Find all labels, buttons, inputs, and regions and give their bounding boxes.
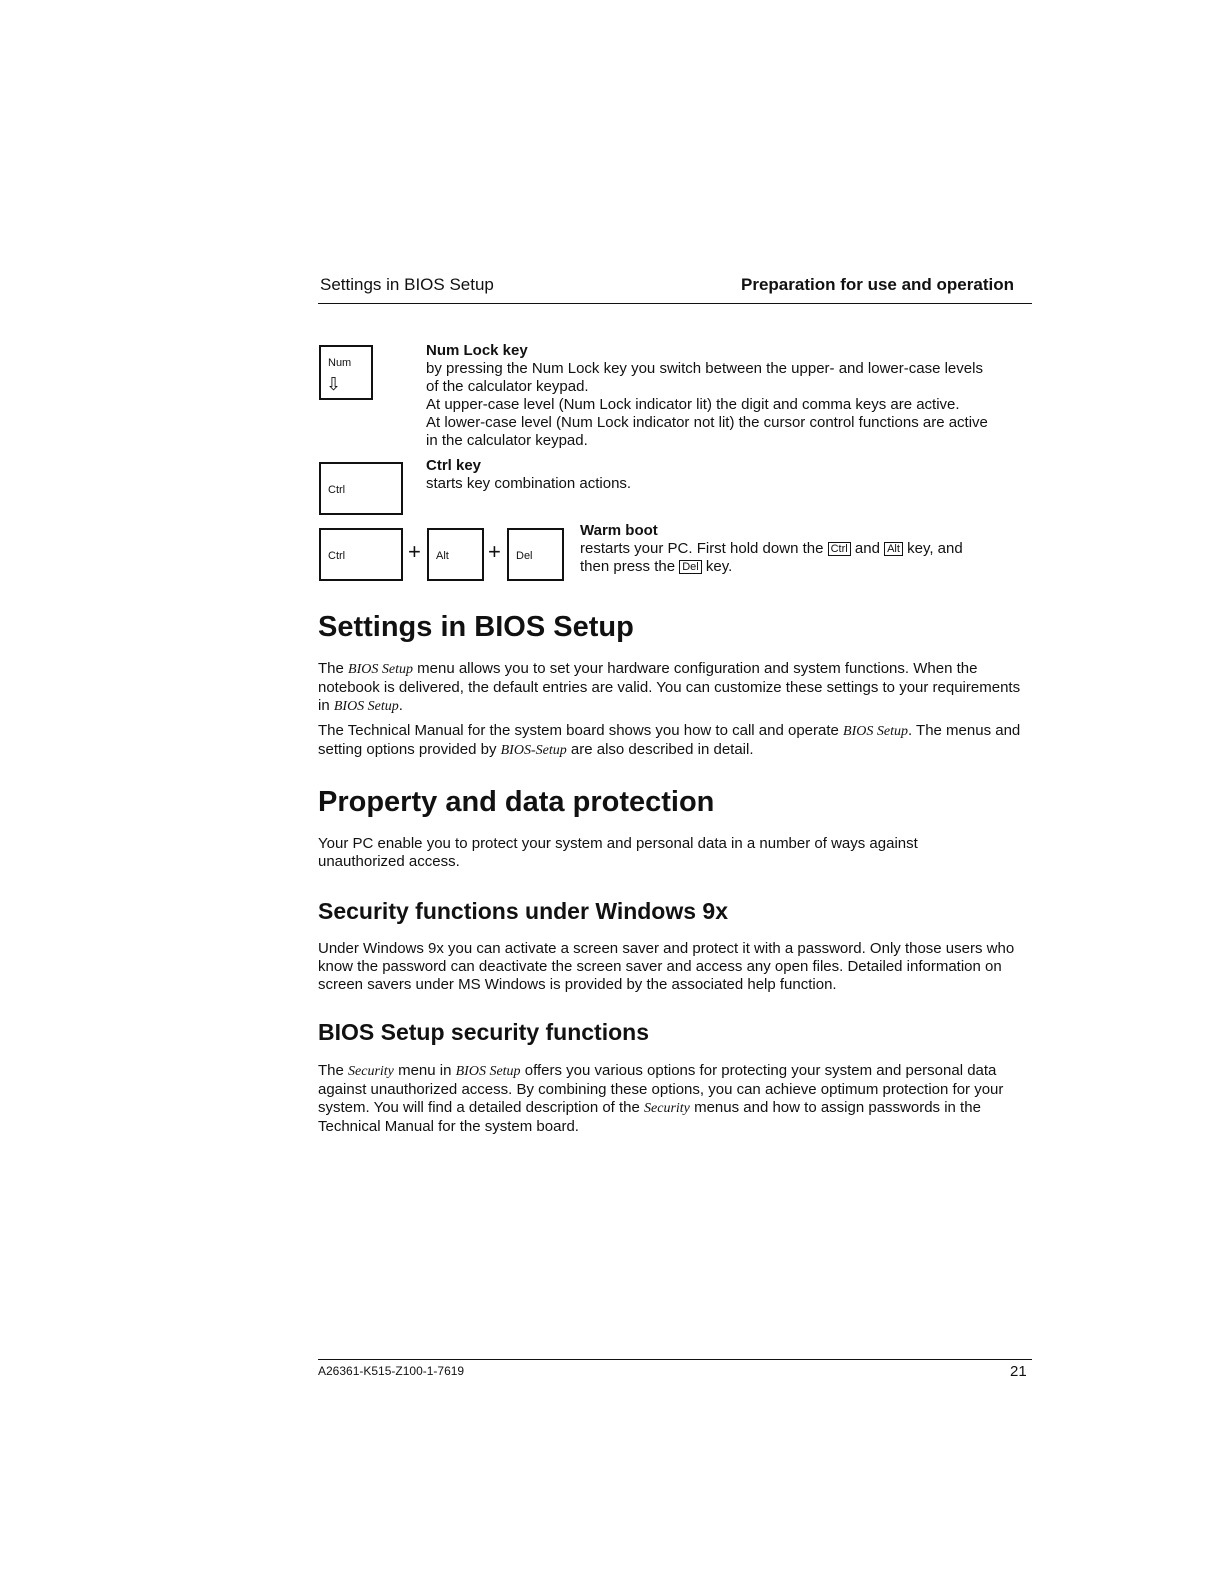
ctrl-key-graphic: [319, 462, 403, 515]
italic-term: BIOS-Setup: [500, 743, 567, 758]
text: are also described in detail.: [570, 741, 754, 758]
warmboot-text: key.: [705, 558, 733, 575]
numlock-line-5: in the calculator keypad.: [426, 432, 588, 449]
warmboot-title: Warm boot: [580, 522, 658, 539]
header-rule: [318, 303, 1032, 304]
warmboot-description: [580, 540, 1030, 576]
numlock-key-label: Num: [328, 357, 352, 369]
warmboot-alt-label: Alt: [436, 550, 449, 562]
running-header-section: Settings in BIOS Setup: [320, 275, 494, 294]
italic-term: BIOS Setup: [843, 724, 908, 739]
warmboot-text: restarts your PC. First hold down the: [580, 540, 824, 557]
text: menu in: [398, 1062, 452, 1079]
italic-term: BIOS Setup: [333, 699, 399, 714]
warmboot-del-key: [507, 528, 564, 581]
italic-term: Security: [348, 1064, 394, 1079]
numlock-line-4: At lower-case level (Num Lock indicator not lit) the cursor control functions are active: [426, 414, 988, 431]
plus-sign: +: [488, 539, 501, 564]
numlock-line-3: At upper-case level (Num Lock indicator lit) the digit and comma keys are active.: [426, 396, 960, 413]
windows-paragraph: Under Windows 9x you can activate a screen saver and protect it with a password. Only those users who know the password can deactivate the screen saver and access any open files. Detailed information on screen savers under MS Windows is provided by the associated help function.: [318, 940, 1015, 993]
warmboot-ctrl-label: Ctrl: [328, 550, 346, 562]
heading-security-windows: Security functions under Windows 9x: [318, 898, 729, 924]
footer-document-id: A26361-K515-Z100-1-7619: [318, 1364, 465, 1378]
footer-rule: [318, 1359, 1032, 1360]
ctrl-key-label: Ctrl: [328, 484, 346, 496]
property-paragraph: Your PC enable you to protect your system and personal data in a number of ways against unauthorized access.: [318, 835, 918, 870]
running-header-chapter: Preparation for use and operation: [741, 275, 1014, 294]
bios-paragraph-2: [318, 722, 1034, 760]
text: The: [318, 660, 344, 677]
warmboot-text: key, and: [907, 540, 963, 557]
plus-sign: +: [408, 539, 421, 564]
warmboot-line-1: [580, 540, 1030, 558]
numlock-line-1: by pressing the Num Lock key you switch between the upper- and lower-case levels: [426, 360, 983, 377]
bios-paragraph-1: [318, 660, 1034, 716]
warmboot-alt-key: [427, 528, 484, 581]
warmboot-del-label: Del: [516, 550, 533, 562]
inline-del-key: Del: [679, 560, 702, 574]
warmboot-text: and: [854, 540, 880, 557]
warmboot-ctrl-key: [319, 528, 403, 581]
numlock-description: [426, 360, 1036, 450]
text: offers you various options for protecting your system and personal data against unauthorized access. By combining these options, you can achieve optimum protection for your system. You will find a detailed description of the: [318, 1062, 1004, 1116]
italic-term: BIOS Setup: [455, 1064, 521, 1079]
text: The Technical Manual for the system board shows you how to call and operate: [318, 722, 839, 739]
text: menu allows you to set your hardware configuration and system functions. When the notebook is delivered, the default entries are valid. You can customize these settings to your requirements in: [318, 660, 1021, 714]
bios-security-paragraph: [318, 1062, 1034, 1136]
italic-term: BIOS Setup: [348, 662, 413, 677]
ctrl-description: starts key combination actions.: [426, 475, 632, 492]
numlock-line-2: of the calculator keypad.: [426, 378, 589, 395]
heading-bios-security: BIOS Setup security functions: [318, 1019, 649, 1045]
heading-settings-in-bios-setup: Settings in BIOS Setup: [318, 611, 634, 643]
ctrl-title: Ctrl key: [426, 457, 482, 474]
heading-property-and-data-protection: Property and data protection: [318, 786, 715, 818]
warmboot-text: then press the: [580, 558, 676, 575]
text: . The menus and setting options provided by: [318, 722, 1021, 758]
inline-alt-key: Alt: [884, 542, 903, 556]
footer-page-number: 21: [1010, 1363, 1027, 1380]
numlock-key-graphic: [319, 345, 373, 400]
text: The: [318, 1062, 344, 1079]
italic-term: Security: [644, 1101, 690, 1116]
arrow-down-icon: ⇩: [326, 374, 342, 395]
text: .: [398, 697, 403, 714]
inline-ctrl-key: Ctrl: [828, 542, 851, 556]
text: menus and how to assign passwords in the Technical Manual for the system board.: [318, 1099, 981, 1135]
numlock-title: Num Lock key: [426, 342, 528, 359]
warmboot-line-2: [580, 558, 1030, 576]
